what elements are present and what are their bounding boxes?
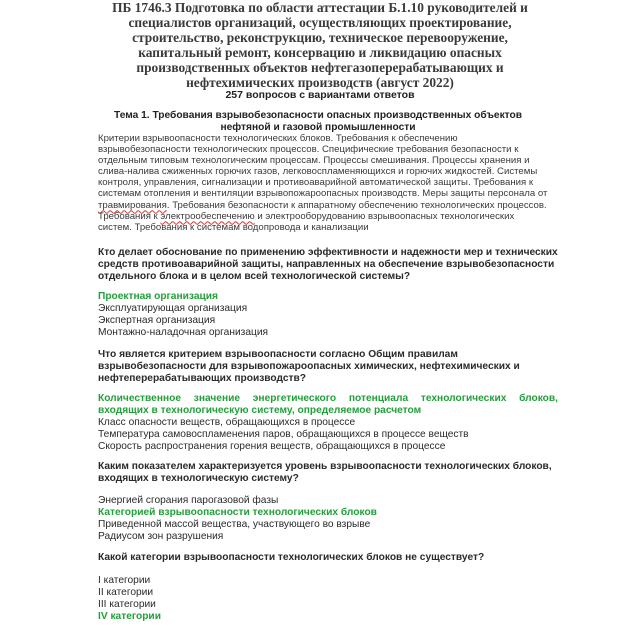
answer-item: Приведенной массой вещества, участвующего во взрыве: [98, 519, 371, 530]
answer-item: Количественное значение энергетического потенциала технологических блоков, входящих в технологическую систему, определяемое расчетом: [98, 393, 558, 416]
answer-item: Эксплуатирующая организация: [98, 303, 248, 314]
document-title: ПБ 1746.3 Подготовка по области аттестации Б.1.10 руководителей и специалистов организаций, осуществляющих проектирование, строительство, реконструкцию, техническое перевооружение, капитальный ремонт, консервацию и ликвидацию опасных производственных объектов нефтегазоперерабатывающих и нефтехимических производств (август 2022): [112, 0, 528, 90]
answer-item: Класс опасности веществ, обращающихся в процессе: [98, 417, 356, 428]
answer-list-4: [98, 575, 558, 623]
question-2: Что является критерием взрывоопасности согласно Общим правилам взрывобезопасности для взрывопожароопасных химических, нефтехимических и нефтеперерабатывающих производств?: [98, 349, 520, 384]
answer-item: Монтажно-наладочная организация: [98, 327, 269, 338]
answer-item: Скорость распространения горения веществ, обращающихся в процессе: [98, 441, 446, 452]
answer-item: Категорией взрывоопасности технологических блоков: [98, 507, 377, 518]
topic-body-text-3: и электрооборудованию взрывоопасных технологических систем. Требования к системам водопровода и канализации: [98, 210, 515, 233]
answer-item: Экспертная организация: [98, 315, 216, 326]
topic-body-text-1: Критерии взрывоопасности технологических блоков. Требования к обеспечению взрывобезопасности технологических процессов. Специфические требования безопасности к отдельным типовым технологическим процессам. Процессы смешивания. Процессы хранения и слива-налива сжиженных горючих газов, легковоспламеняющихся и горючих жидкостей. Системы контроля, управления, сигнализации и противоаварийной автоматической защиты. Требования к системам отопления и вентиляции взрывопожароопасных производств. Меры защиты персонала от: [98, 133, 548, 200]
topic-body-text-2: . Требования безопасности к аппаратному обеспечению технологических процессов. Требования к: [98, 199, 547, 222]
answer-item: III категории: [98, 599, 156, 610]
answer-item: Проектная организация: [98, 291, 218, 302]
answer-item: Энергией сгорания парогазовой фазы: [98, 495, 279, 506]
answer-item: IV категории: [98, 611, 161, 622]
document-subtitle: 257 вопросов с вариантами ответов: [225, 89, 415, 101]
question-4: Какой категории взрывоопасности технологических блоков не существует?: [98, 552, 485, 563]
topic-body: [98, 133, 548, 233]
question-1: Кто делает обоснование по применению эффективности и надежности мер и технических средств противоаварийной защиты, направленных на обеспечение взрывобезопасности отдельного блока и в целом всей технологической системы?: [98, 247, 558, 282]
answer-item: II категории: [98, 587, 154, 598]
answer-item: Температура самовоспламенения паров, обращающихся в процессе веществ: [98, 429, 469, 440]
answer-list-1: [98, 291, 558, 339]
question-3: Каким показателем характеризуется уровень взрывоопасности технологических блоков, входящих в технологическую систему?: [98, 461, 552, 484]
topic-title: Тема 1. Требования взрывобезопасности опасных производственных объектов нефтяной и газовой промышленности: [113, 110, 523, 133]
answer-item: Радиусом зон разрушения: [98, 531, 224, 542]
answer-list-2: [98, 393, 558, 453]
spellcheck-word-2: электрообеспечению: [160, 210, 255, 222]
spellcheck-word-1: травмирования: [98, 199, 167, 211]
answer-item: I категории: [98, 575, 151, 586]
answer-list-3: [98, 495, 558, 543]
